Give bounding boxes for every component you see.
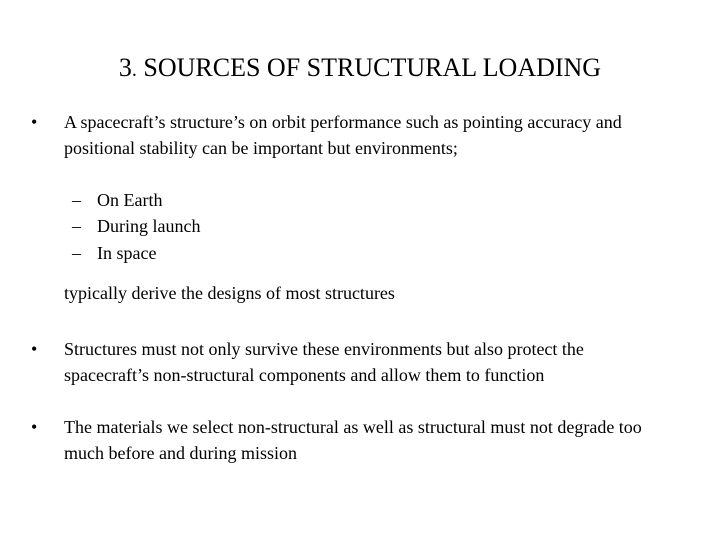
title-text: SOURCES OF STRUCTURAL LOADING — [136, 53, 602, 82]
bullet-text-1: A spacecraft’s structure’s on orbit performance such as pointing accuracy and positional stability can be important but environments; — [64, 112, 622, 158]
bullet-text-3: The materials we select non-structural as well as structural must not degrade too much before and during mission — [64, 417, 642, 463]
subitem-in-space: In space — [97, 243, 157, 263]
bullet-marker-1: • — [31, 112, 38, 132]
bullet-marker-3: • — [31, 417, 38, 437]
dash-marker-3: – — [72, 243, 81, 263]
subitem-during-launch: During launch — [97, 216, 201, 236]
title-number: 3 — [118, 53, 132, 82]
bullet-text-2: Structures must not only survive these environments but also protect the spacecraft’s non-structural components and allow them to function — [64, 339, 584, 385]
continuation-text: typically derive the designs of most structures — [64, 283, 395, 303]
bullet-marker-2: • — [31, 339, 38, 359]
dash-marker-1: – — [72, 190, 81, 210]
slide-title — [0, 52, 720, 86]
dash-marker-2: – — [72, 216, 81, 236]
title-dot: . — [131, 59, 137, 81]
subitem-on-earth: On Earth — [97, 190, 163, 210]
